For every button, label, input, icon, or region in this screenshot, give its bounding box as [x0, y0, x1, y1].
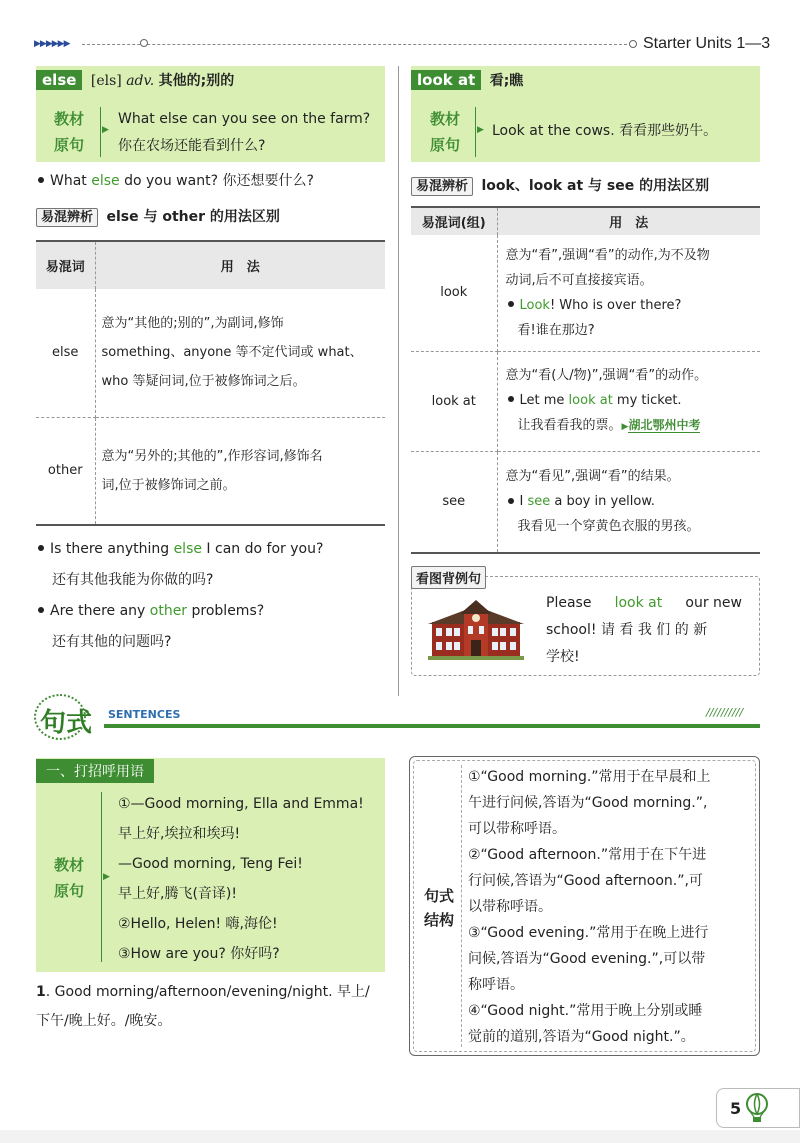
compare-heading: [411, 175, 709, 195]
example-else: What else do you want? 你还想要什么?: [36, 166, 314, 197]
table-header-usage: 用 法: [497, 207, 760, 235]
structure-label: 句式 结构: [424, 887, 455, 929]
header-circle-icon: [140, 39, 148, 47]
word-tag: else: [36, 70, 82, 90]
structure-lines: ①“Good morning.”常用于在早晨和上 午进行问候,答语为“Good morning.”, 可以带称呼语。 ②“Good afternoon.”常用于在下午进 行问候,答语为“Good afternoon.”,可 以带称呼语。 ③“Good evening.”常用于在晚上进行 问候,答语为“Good evening.”,可以带 称呼语。 ④“Good night.”常用于晚上分别或睡 觉前的道别,答语为“Good night.”。: [468, 769, 711, 1045]
section-subtitle: SENTENCES: [108, 708, 181, 721]
table-row: look 意为“看”,强调“看”的动作,为不及物 动词,后不可直接接宾语。 Look! Who is over there? 看!谁在那边?: [411, 235, 760, 351]
greeting-tag: 一、打招呼用语: [36, 759, 154, 783]
source-label: 教材 原句: [54, 110, 85, 154]
source-divider: [100, 107, 101, 157]
source-arrow-icon: ▶: [103, 872, 110, 882]
source-arrow-icon: ▶: [477, 125, 484, 135]
header-line: [82, 44, 627, 45]
table-row: look at 意为“看(人/物)”,强调“看”的动作。 Let me look at my ticket. 让我看看我的票。▶湖北鄂州中考: [411, 351, 760, 451]
part-of-speech: adv.: [126, 73, 155, 89]
table-row: other 意为“另外的;其他的”,作形容词,修饰名 词,位于被修饰词之前。: [36, 417, 385, 525]
source-divider: [101, 792, 102, 962]
compare-tag: 易混辨析: [36, 208, 98, 227]
compare-title: else 与 other 的用法区别: [106, 209, 280, 225]
source-arrow-icon: ▶: [102, 125, 109, 135]
section-slashes: //////////: [706, 706, 744, 719]
header-circle-icon: [629, 40, 637, 48]
header-section-title: Starter Units 1—3: [643, 35, 771, 52]
compare-heading: [36, 206, 280, 226]
phonetic: [els]: [90, 73, 122, 89]
source-sentence: What else can you see on the farm? 你在农场还能看到什么?: [118, 111, 371, 154]
phrase-meaning: 看;瞧: [489, 73, 524, 89]
table-row: else 意为“其他的;别的”,为副词,修饰 something、anyone 等不定代词或 what、 who 等疑问词,位于被修饰词之后。: [36, 289, 385, 417]
footer-rule: [0, 1130, 800, 1143]
word-meaning: 其他的;别的: [158, 73, 235, 89]
else-other-table: [36, 240, 385, 526]
phrase-heading: [411, 70, 523, 90]
structure-divider: [461, 765, 462, 1047]
phrase-tag: look at: [411, 70, 481, 90]
picture-tag: 看图背例句: [411, 566, 486, 589]
compare-tag: 易混辨析: [411, 177, 473, 196]
grammar-point: 1. Good morning/afternoon/evening/night. 早上/ 下午/晚上好。/晚安。: [36, 984, 370, 1029]
picture-sentence: Please look at our new school! 请 看 我 们 的 新 学校!: [546, 595, 742, 665]
example-else-2: Is there anything else I can do for you? 还有其他我能为你做的吗? Are there any other problems? 还有其他的问题吗?: [36, 534, 323, 658]
source-sentence: Look at the cows. 看看那些奶牛。: [492, 123, 718, 139]
school-building-icon: [428, 600, 524, 660]
table-header-usage: 用 法: [95, 241, 385, 289]
greeting-lines: ①—Good morning, Ella and Emma! 早上好,埃拉和埃玛! —Good morning, Teng Fei! 早上好,腾飞(音译)! ②Hello, Helen! 嗨,海伦! ③How are you? 你好吗?: [118, 796, 364, 962]
exam-source: 湖北鄂州中考: [628, 417, 701, 432]
source-divider: [475, 107, 476, 157]
source-label: 教材 原句: [54, 856, 85, 900]
word-heading: [36, 70, 234, 90]
section-rule: [104, 724, 760, 728]
page-number: 5: [730, 1099, 742, 1118]
table-header-word: 易混词: [36, 241, 95, 289]
table-header-word: 易混词(组): [411, 207, 497, 235]
column-divider: [398, 66, 399, 696]
hot-air-balloon-icon: [744, 1093, 770, 1123]
compare-title: look、look at 与 see 的用法区别: [481, 178, 710, 194]
table-row: see 意为“看见”,强调“看”的结果。 I see a boy in yellow. 我看见一个穿黄色衣服的男孩。: [411, 451, 760, 553]
look-see-table: [411, 206, 760, 554]
source-label: 教材 原句: [430, 110, 461, 154]
section-title: 句式: [40, 708, 93, 738]
header-arrows: ▶▶▶▶▶▶: [34, 39, 70, 49]
